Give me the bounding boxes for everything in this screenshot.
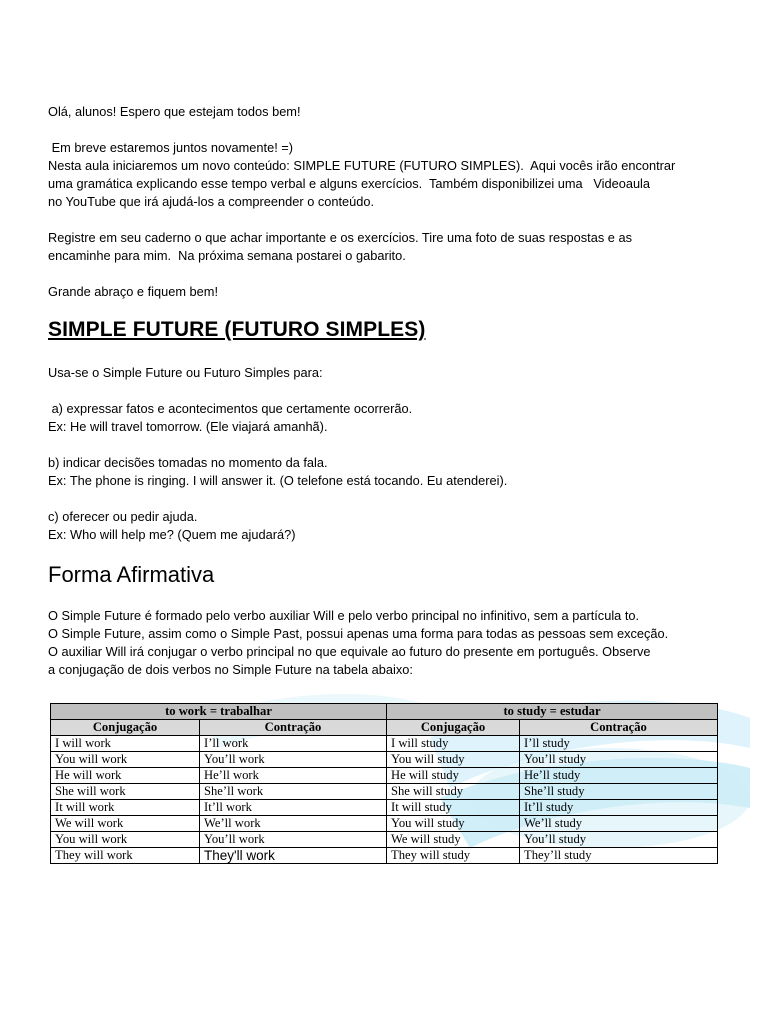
use-c: c) oferecer ou pedir ajuda. [48, 509, 198, 524]
table-cell: He’ll work [200, 768, 387, 784]
table-cell: She’ll work [200, 784, 387, 800]
affirmative-text [48, 607, 738, 679]
table-cell: You will study [387, 816, 520, 832]
table-cell: They will work [51, 848, 200, 864]
table-cell: They’ll study [520, 848, 718, 864]
col-header-conjugation: Conjugação [51, 720, 200, 736]
intro-line: no YouTube que irá ajudá-los a compreender o conteúdo. [48, 194, 375, 209]
table-cell: She will work [51, 784, 200, 800]
conjugation-table [50, 703, 718, 864]
table-cell: It will work [51, 800, 200, 816]
intro-line: Nesta aula iniciaremos um novo conteúdo: SIMPLE FUTURE (FUTURO SIMPLES). Aqui vocês irão encontrar [48, 158, 676, 173]
table-cell: He’ll study [520, 768, 718, 784]
table-cell: They will study [387, 848, 520, 864]
table-cell: I will study [387, 736, 520, 752]
table-cell: It’ll work [200, 800, 387, 816]
affirmative-line: a conjugação de dois verbos no Simple Future na tabela abaixo: [48, 662, 413, 677]
intro-line: encaminhe para mim. Na próxima semana postarei o gabarito. [48, 248, 406, 263]
intro-line: uma gramática explicando esse tempo verbal e alguns exercícios. Também disponibilizei uma Videoaula [48, 176, 651, 191]
col-header-contraction: Contração [520, 720, 718, 736]
table-cell: We’ll work [200, 816, 387, 832]
table-cell: You’ll work [200, 752, 387, 768]
table-row [51, 848, 718, 864]
table-row [51, 752, 718, 768]
table-row [51, 784, 718, 800]
intro-section [48, 103, 728, 301]
table-cell: You will study [387, 752, 520, 768]
closing-text: Grande abraço e fiquem bem! [48, 284, 219, 299]
table-cell: He will work [51, 768, 200, 784]
use-a-example: Ex: He will travel tomorrow. (Ele viajará amanhã). [48, 419, 328, 434]
table-cell: You will work [51, 832, 200, 848]
table-row [51, 816, 718, 832]
table-row [51, 768, 718, 784]
table-cell: I’ll work [200, 736, 387, 752]
table-row [51, 800, 718, 816]
table-cell: You will work [51, 752, 200, 768]
table-cell: We’ll study [520, 816, 718, 832]
table-cell: You’ll study [520, 832, 718, 848]
uses-section [48, 364, 728, 544]
greeting-text: Olá, alunos! Espero que estejam todos bem! [48, 104, 301, 119]
conjugation-table-area [50, 703, 720, 869]
page-title: SIMPLE FUTURE (FUTURO SIMPLES) [48, 318, 426, 341]
table-cell: We will study [387, 832, 520, 848]
table-cell: She will study [387, 784, 520, 800]
table-cell: I’ll study [520, 736, 718, 752]
use-c-example: Ex: Who will help me? (Quem me ajudará?) [48, 527, 296, 542]
table-cell: You’ll work [200, 832, 387, 848]
col-header-conjugation: Conjugação [387, 720, 520, 736]
use-a: a) expressar fatos e acontecimentos que certamente ocorrerão. [48, 401, 413, 416]
affirmative-heading: Forma Afirmativa [48, 562, 215, 587]
intro-line: Registre em seu caderno o que achar importante e os exercícios. Tire uma foto de suas respostas e as [48, 230, 632, 245]
table-cell: They'll work [200, 848, 387, 864]
col-header-contraction: Contração [200, 720, 387, 736]
use-b-example: Ex: The phone is ringing. I will answer it. (O telefone está tocando. Eu atenderei). [48, 473, 508, 488]
intro-line: Em breve estaremos juntos novamente! =) [48, 140, 294, 155]
affirmative-line: O Simple Future é formado pelo verbo auxiliar Will e pelo verbo principal no infinitivo, sem a partícula to. [48, 608, 640, 623]
table-cell: It will study [387, 800, 520, 816]
table-cell: I will work [51, 736, 200, 752]
table-cell: You’ll study [520, 752, 718, 768]
table-cell: He will study [387, 768, 520, 784]
table-cell: It’ll study [520, 800, 718, 816]
group-header-work: to work = trabalhar [51, 704, 387, 720]
use-b: b) indicar decisões tomadas no momento da fala. [48, 455, 328, 470]
table-cell: We will work [51, 816, 200, 832]
uses-lead: Usa-se o Simple Future ou Futuro Simples para: [48, 365, 323, 380]
table-row [51, 832, 718, 848]
group-header-study: to study = estudar [387, 704, 718, 720]
affirmative-line: O auxiliar Will irá conjugar o verbo principal no que equivale ao futuro do presente em português. Observe [48, 644, 651, 659]
table-row [51, 736, 718, 752]
table-cell: She’ll study [520, 784, 718, 800]
affirmative-line: O Simple Future, assim como o Simple Past, possui apenas uma forma para todas as pessoas sem exceção. [48, 626, 669, 641]
